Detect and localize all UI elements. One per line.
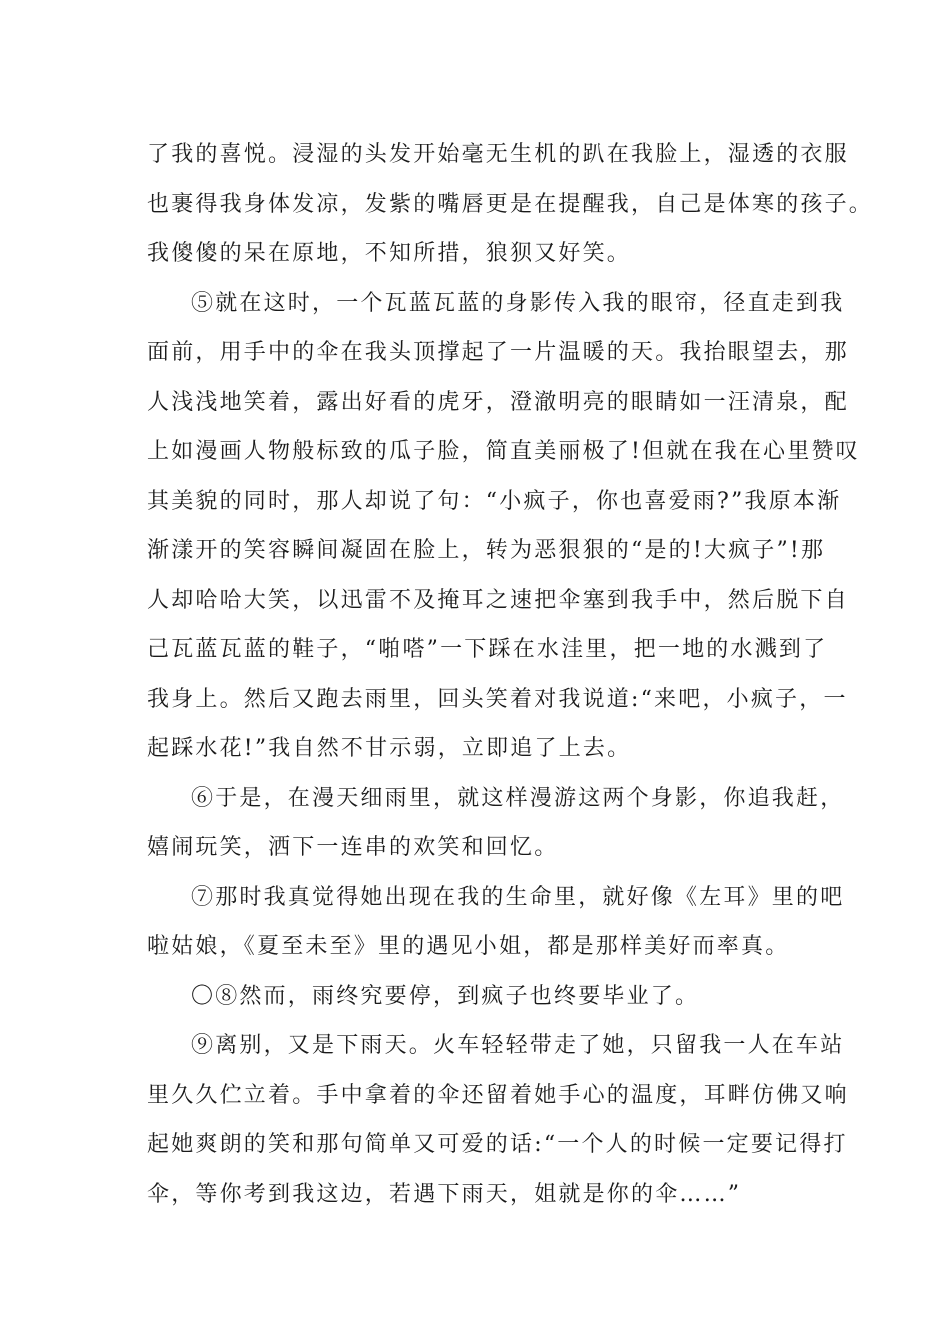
text-line: ⑦那时我真觉得她出现在我的生命里，就好像《左耳》里的吧: [191, 884, 845, 910]
text-line: 了我的喜悦。浸湿的头发开始毫无生机的趴在我脸上，湿透的衣服: [147, 142, 849, 167]
text-line: 里久久伫立着。手中拿着的伞还留着她手心的温度，耳畔仿佛又响: [147, 1082, 849, 1108]
paragraph-4-continuation: [147, 130, 874, 279]
text-line: 上如漫画人物般标致的瓜子脸，简直美丽极了!但就在我在心里赞叹: [147, 439, 860, 464]
body-text: [147, 130, 874, 1219]
paragraph-5: [147, 279, 860, 774]
paragraph-7: [147, 873, 845, 972]
paragraph-9: [147, 1021, 849, 1219]
text-line: 嬉闹玩笑，洒下一连串的欢笑和回忆。: [147, 835, 559, 860]
text-line: 我身上。然后又跑去雨里，回头笑着对我说道:“来吧，小疯子，一: [147, 686, 848, 712]
text-line: ⑥于是，在漫天细雨里，就这样漫游这两个身影，你追我赶，: [191, 785, 845, 811]
text-line: 〇⑧然而，雨终究要停，到疯子也终要毕业了。: [191, 983, 700, 1009]
text-line: ⑨离别，又是下雨天。火车轻轻带走了她，只留我一人在车站: [191, 1033, 845, 1058]
text-line: 我傻傻的呆在原地，不知所措，狼狈又好笑。: [147, 241, 632, 266]
text-line: 人浅浅地笑着，露出好看的虎牙，澄澈明亮的眼睛如一汪清泉，配: [147, 389, 849, 415]
text-line: 己瓦蓝瓦蓝的鞋子，“啪嗒”一下踩在水洼里，把一地的水溅到了: [147, 637, 828, 662]
text-line: 啦姑娘，《夏至未至》里的遇见小姐，都是那样美好而率真。: [147, 934, 790, 959]
text-line: 面前，用手中的伞在我头顶撑起了一片温暖的天。我抬眼望去，那: [147, 340, 849, 365]
text-line: 也裹得我身体发凉，发紫的嘴唇更是在提醒我，自己是体寒的孩子。: [147, 191, 874, 217]
text-line: ⑤就在这时，一个瓦蓝瓦蓝的身影传入我的眼帘，径直走到我: [191, 290, 845, 316]
paragraph-6: [147, 774, 845, 873]
paragraph-8: [147, 972, 812, 1022]
text-line: 渐漾开的笑容瞬间凝固在脸上，转为恶狠狠的“是的!大疯子”!那: [147, 538, 826, 563]
text-line: 起她爽朗的笑和那句简单又可爱的话:“一个人的时候一定要记得打: [147, 1132, 848, 1157]
text-line: 伞，等你考到我这边，若遇下雨天，姐就是你的伞……”: [147, 1181, 742, 1207]
text-line: 人却哈哈大笑，以迅雷不及掩耳之速把伞塞到我手中，然后脱下自: [147, 587, 849, 613]
text-line: 起踩水花!”我自然不甘示弱，立即追了上去。: [147, 736, 632, 761]
text-line: 其美貌的同时，那人却说了句：“小疯子，你也喜爱雨?”我原本渐: [147, 488, 842, 514]
